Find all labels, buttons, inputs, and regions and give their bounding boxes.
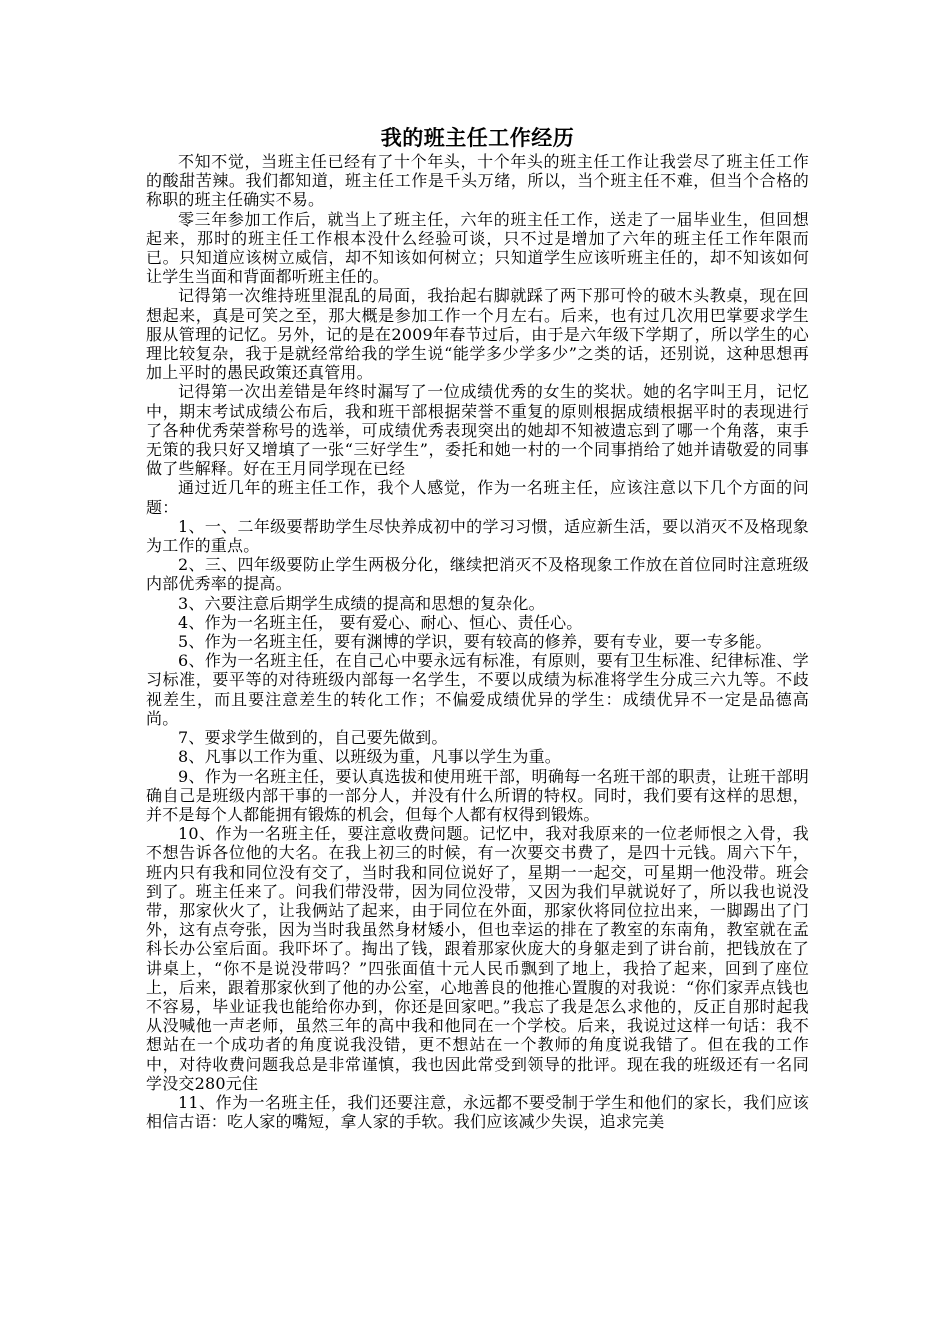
list-item: 5、作为一名班主任，要有渊博的学识，要有较高的修养，要有专业，要一专多能。 <box>178 632 772 652</box>
list-item: 1、一、二年级要帮助学生尽快养成初中的学习习惯，适应新生活，要以消灭不及格现象为工作的重点。 <box>146 516 809 556</box>
paragraph: 零三年参加工作后，就当上了班主任，六年的班主任工作，送走了一届毕业生，但回想起来，那时的班主任工作根本没什么经验可谈，只不过是增加了六年的班主任工作年限而已。只知道应该树立威信，却不知该如何树立；只知道学生应该听班主任的，却不知该如何让学生当面和背面都听班主任的。 <box>146 209 809 287</box>
document-title: 我的班主任工作经历 <box>380 126 575 150</box>
list-item: 3、六要注意后期学生成绩的提高和思想的复杂化。 <box>178 593 545 613</box>
list-item: 9、作为一名班主任，要认真选拔和使用班干部，明确每一名班干部的职责，让班干部明确自己是班级内部干事的一部分人，并没有什么所谓的特权。同时，我们要有这样的思想，并不是每个人都能拥有锻炼的机会，但每个人都有权得到锻炼。 <box>146 766 809 824</box>
paragraph: 记得第一次出差错是年终时漏写了一位成绩优秀的女生的奖状。她的名字叫王月，记忆中，期末考试成绩公布后，我和班干部根据荣誉不重复的原则根据成绩根据平时的表现进行了各种优秀荣誉称号的选举，可成绩优秀表现突出的她却不知被遗忘到了哪一个角落，束手无策的我只好又增填了一张“三好学生”，委托和她一村的一个同事捎给了她并请敬爱的同事做了些解释。好在王月同学现在已经 <box>146 382 809 479</box>
list-item: 7、要求学生做到的，自己要先做到。 <box>178 728 448 748</box>
paragraph: 通过近几年的班主任工作，我个人感觉，作为一名班主任，应该注意以下几个方面的问题： <box>146 478 809 517</box>
list-item: 6、作为一名班主任，在自己心中要永远有标准，有原则，要有卫生标准、纪律标准、学习标准，要平等的对待班级内部每一名学生，不要以成绩为标准将学生分成三六九等。不歧视差生，而且要注意差生的转化工作；不偏爱成绩优异的学生：成绩优异不一定是品德高尚。 <box>146 651 809 728</box>
list-item: 2、三、四年级要防止学生两极分化，继续把消灭不及格现象工作放在首位同时注意班级内部优秀率的提高。 <box>146 555 809 594</box>
list-item: 8、凡事以工作为重、以班级为重，凡事以学生为重。 <box>178 747 561 767</box>
paragraph: 记得第一次维持班里混乱的局面，我抬起右脚就踩了两下那可怜的破木头教桌，现在回想起来，真是可笑之至，那大概是参加工作一个月左右。后来，也有过几次用巴掌要求学生服从管理的记忆。另外，记的是在2009年春节过后，由于是六年级下学期了，所以学生的心理比较复杂，我于是就经常给我的学生说“能学多少学多少”之类的话，还别说，这种思想再加上平时的愚民政策还真管用。 <box>146 286 809 383</box>
list-item: 10、作为一名班主任，要注意收费问题。记忆中，我对我原来的一位老师恨之入骨，我不想告诉各位他的大名。在我上初三的时候，有一次要交书费了，是四十元钱。周六下午，班内只有我和同位没有交了，当时我和同位说好了，星期一一起交，可星期一他没带。班会到了。班主任来了。问我们带没带，因为同位没带，又因为我们早就说好了，所以我也说没带，那家伙火了，让我俩站了起来，由于同位在外面，那家伙将同位拉出来，一脚踢出了门外，这有点夸张，因为当时我虽然身材矮小，但也幸运的排在了教室的东南角，教室就在孟科长办公室后面。我吓坏了。掏出了钱，跟着那家伙庞大的身躯走到了讲台前，把钱放在了讲桌上，“你不是说没带吗？”四张面值十元人民币飘到了地上，我拾了起来，回到了座位上，后来，跟着那家伙到了他的办公室，心地善良的他推心置腹的对我说：“你们家弄点钱也不容易，毕业证我也能给你办到，你还是回家吧。”我忘了我是怎么求他的，反正自那时起我从没喊他一声老师，虽然三年的高中我和他同在一个学校。后来，我说过这样一句话：我不想站在一个成功者的角度说我没错，更不想站在一个教师的角度说我错了。但在我的工作中，对待收费问题我总是非常谨慎，我也因此常受到领导的批评。现在我的班级还有一名同学没交280元住 <box>146 824 809 1093</box>
paragraph: 不知不觉，当班主任已经有了十个年头，十个年头的班主任工作让我尝尽了班主任工作的酸甜苦辣。我们都知道，班主任工作是千头万绪，所以，当个班主任不难，但当个合格的称职的班主任确实不易。 <box>146 152 809 210</box>
list-item: 11、作为一名班主任，我们还要注意，永远都不要受制于学生和他们的家长，我们应该相信古语：吃人家的嘴短，拿人家的手软。我们应该减少失误，追求完美 <box>146 1092 809 1132</box>
document-page <box>146 124 809 1131</box>
list-item: 4、作为一名班主任， 要有爱心、耐心、恒心、责任心。 <box>178 612 583 632</box>
